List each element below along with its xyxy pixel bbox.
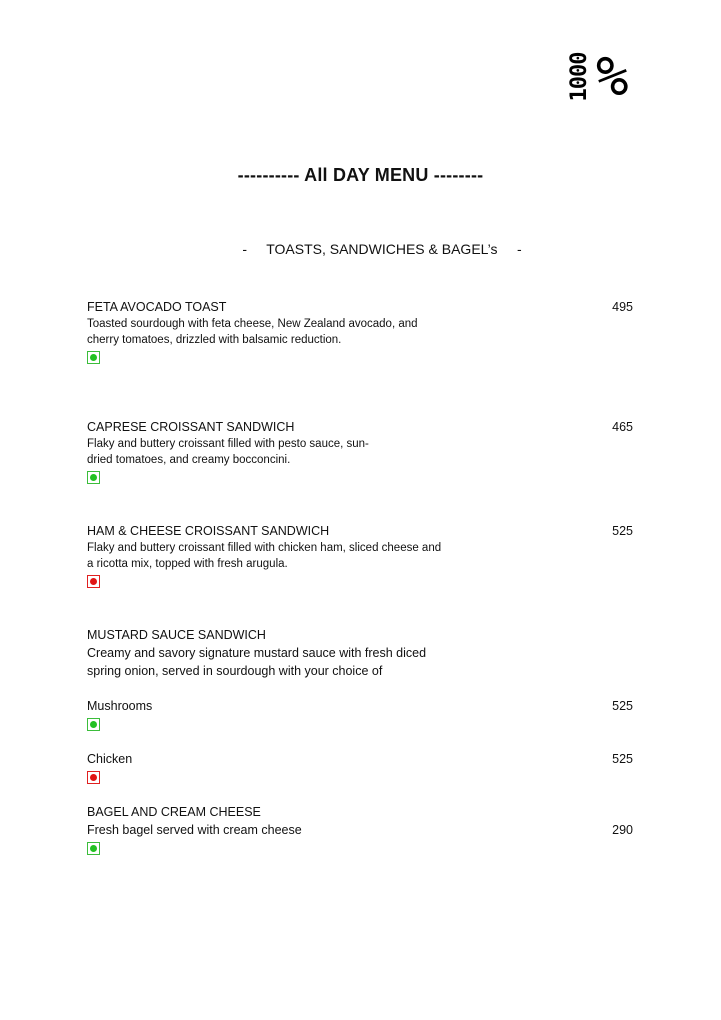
option-name: Mushrooms [87, 699, 153, 713]
logo-digits: 1000 [567, 52, 592, 102]
item-name: CAPRESE CROISSANT SANDWICH [87, 420, 295, 434]
menu-title: ---------- All DAY MENU -------- [237, 165, 484, 185]
logo-percent-symbol: % [596, 45, 629, 108]
option-name: Chicken [87, 752, 133, 766]
non-veg-icon [87, 771, 100, 784]
menu-item [87, 804, 633, 855]
non-veg-icon [87, 575, 100, 588]
item-price: 495 [612, 300, 633, 314]
item-name: MUSTARD SAUCE SANDWICH [87, 628, 266, 642]
brand-logo [558, 44, 634, 110]
item-description: Flaky and buttery croissant filled with pesto sauce, sun-dried tomatoes, and creamy bocconcini. [87, 438, 369, 466]
option-price: 525 [612, 752, 633, 766]
item-description: Fresh bagel served with cream cheese [87, 823, 302, 837]
item-name: FETA AVOCADO TOAST [87, 300, 227, 314]
menu-item [87, 419, 633, 484]
item-price: 525 [612, 524, 633, 538]
menu-option [87, 751, 633, 784]
menu-option [87, 698, 633, 731]
veg-icon [87, 351, 100, 364]
item-description: Creamy and savory signature mustard sauce with fresh diced spring onion, served in sourdough with your choice of [87, 646, 427, 678]
section-title: - TOASTS, SANDWICHES & BAGEL’s - [242, 241, 522, 257]
item-price: 290 [612, 823, 633, 837]
option-price: 525 [612, 699, 633, 713]
item-description: Toasted sourdough with feta cheese, New Zealand avocado, and cherry tomatoes, drizzled with balsamic reduction. [87, 318, 418, 346]
menu-item [87, 627, 633, 680]
item-name: BAGEL AND CREAM CHEESE [87, 805, 261, 819]
menu-item [87, 523, 633, 588]
item-description: Flaky and buttery croissant filled with chicken ham, sliced cheese and a ricotta mix, topped with fresh arugula. [87, 542, 442, 570]
veg-icon [87, 842, 100, 855]
item-name: HAM & CHEESE CROISSANT SANDWICH [87, 524, 330, 538]
item-price: 465 [612, 420, 633, 434]
veg-icon [87, 471, 100, 484]
menu-item [87, 299, 633, 364]
veg-icon [87, 718, 100, 731]
